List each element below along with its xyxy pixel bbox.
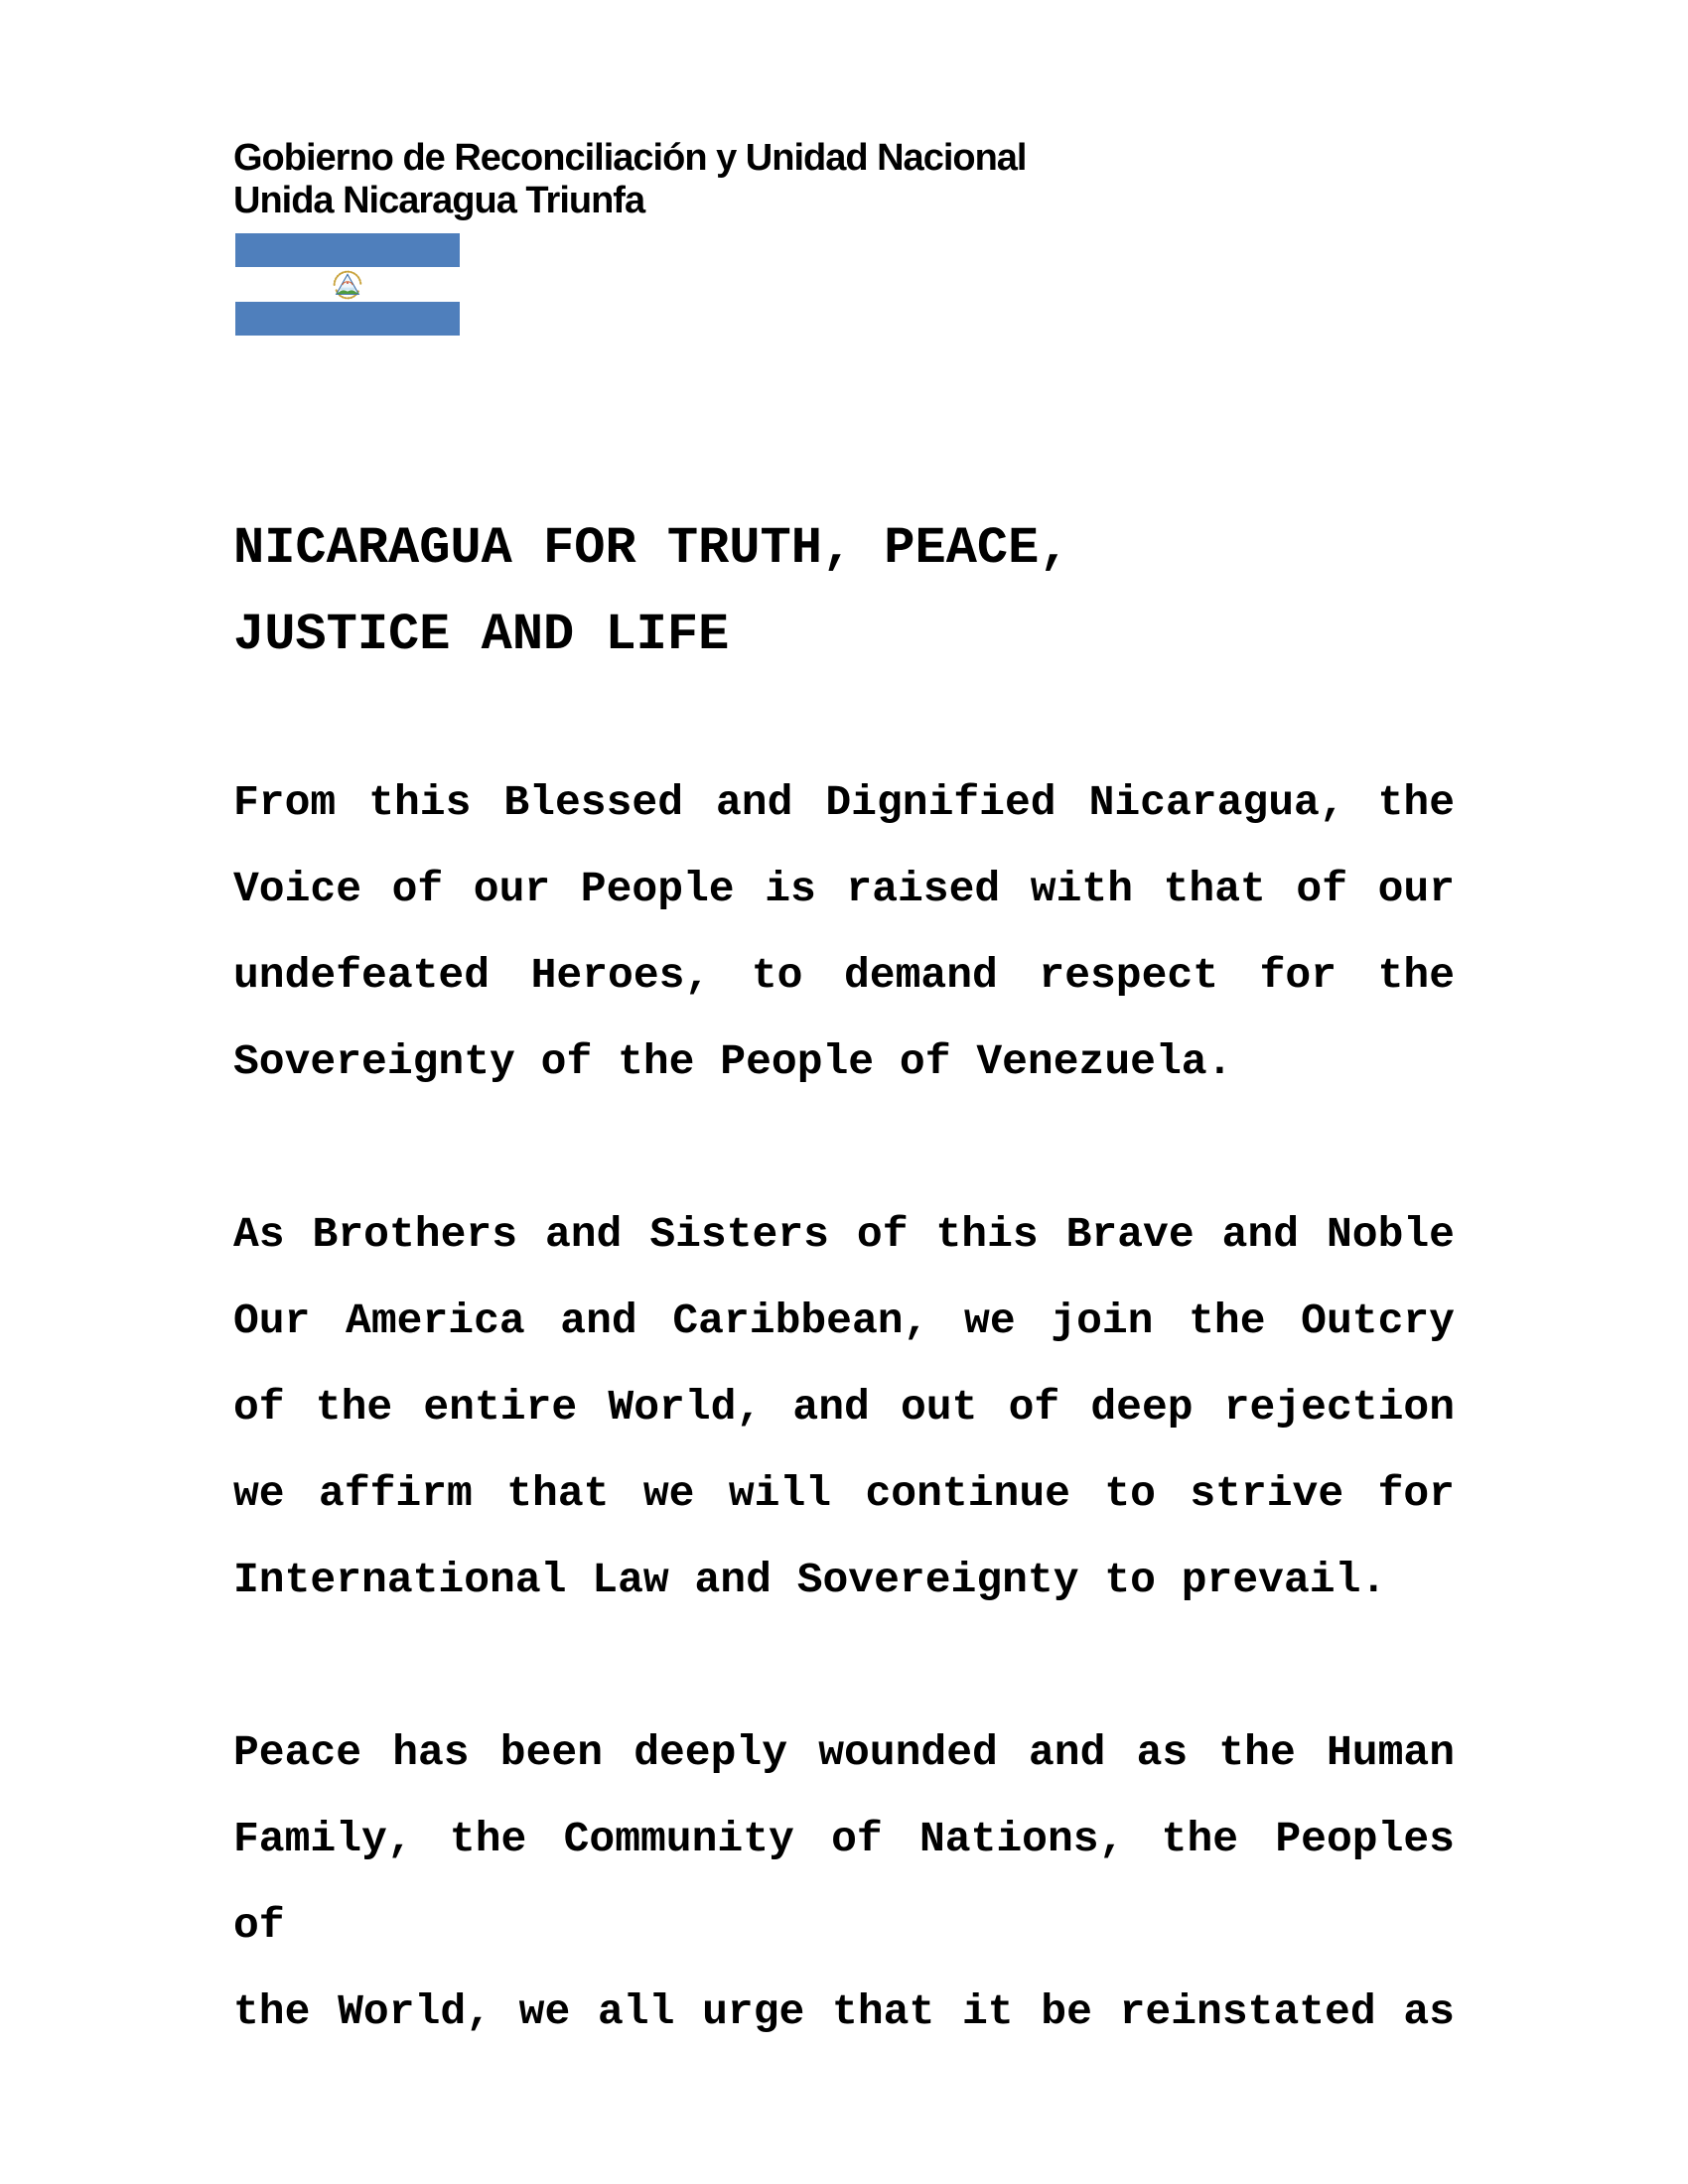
text-line: Family, the Community of Nations, the Peoples of <box>233 1815 1455 1950</box>
text-line: we affirm that we will continue to strive for <box>233 1469 1455 1518</box>
paragraph-3 <box>233 1709 1455 2055</box>
text-line: of the entire World, and out of deep rejection <box>233 1383 1455 1432</box>
letter-body <box>233 759 1455 2055</box>
text-line: undefeated Heroes, to demand respect for the <box>233 951 1455 1000</box>
letterhead <box>233 137 1027 222</box>
letterhead-line1: Gobierno de Reconciliación y Unidad Nacional <box>233 137 1027 179</box>
document-title <box>233 505 1455 678</box>
text-line: From this Blessed and Dignified Nicaragua, the <box>233 778 1455 827</box>
paragraph-2 <box>233 1191 1455 1623</box>
letterhead-line2: Unida Nicaragua Triunfa <box>233 180 645 221</box>
paragraph-1 <box>233 759 1455 1105</box>
nicaragua-flag <box>235 233 460 336</box>
text-line: Our America and Caribbean, we join the Outcry <box>233 1297 1455 1345</box>
flag-stripe-top <box>235 233 460 267</box>
text-line: Sovereignty of the People of Venezuela. <box>233 1037 1233 1086</box>
title-line2: JUSTICE AND LIFE <box>233 606 730 664</box>
text-line: Voice of our People is raised with that of our <box>233 865 1455 913</box>
text-line: Peace has been deeply wounded and as the Human <box>233 1728 1455 1777</box>
title-line1: NICARAGUA FOR TRUTH, PEACE, <box>233 519 1070 578</box>
flag-stripe-bottom <box>235 302 460 336</box>
flag-coat-of-arms-icon <box>328 265 367 305</box>
text-line: As Brothers and Sisters of this Brave and Noble <box>233 1210 1455 1259</box>
text-line: International Law and Sovereignty to prevail. <box>233 1556 1387 1604</box>
text-line: the World, we all urge that it be reinstated as <box>233 1987 1455 2036</box>
